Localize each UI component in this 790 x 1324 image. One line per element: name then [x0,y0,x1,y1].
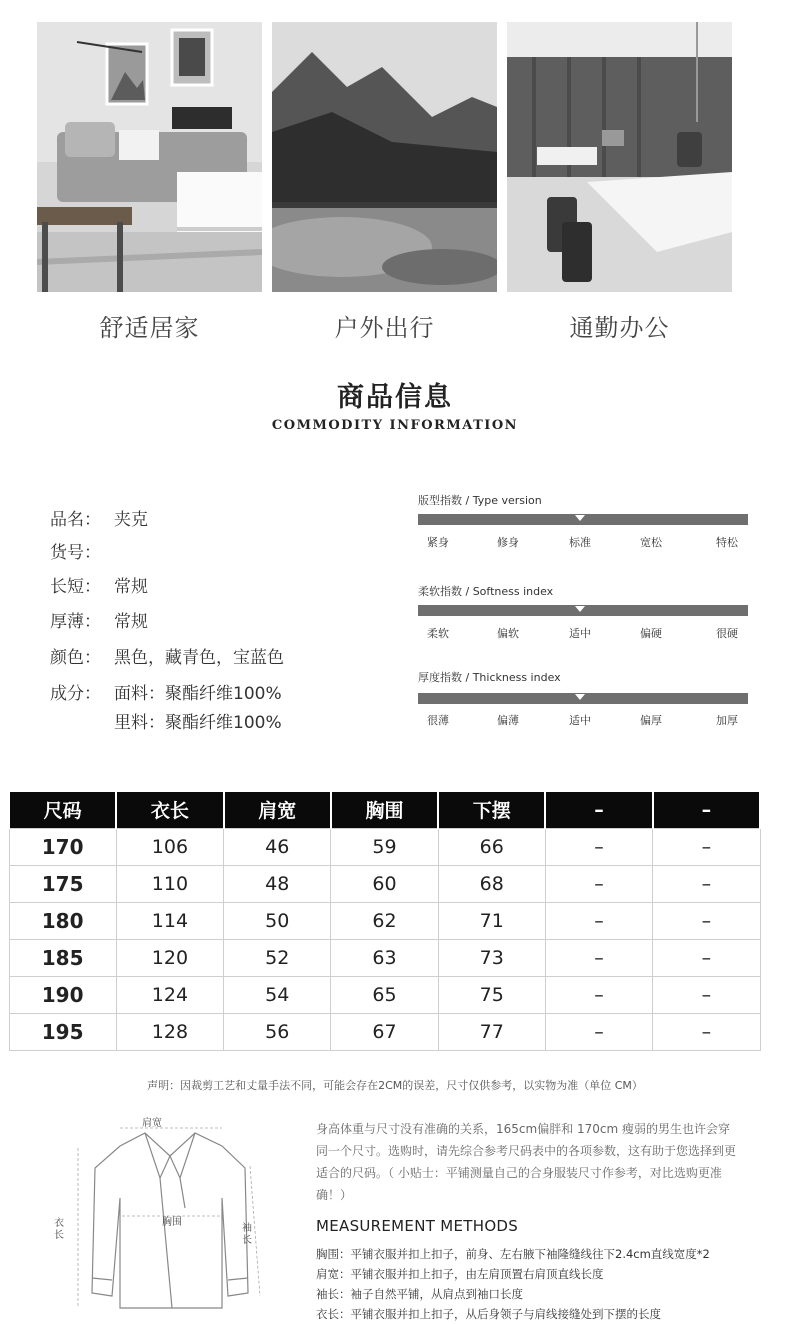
table-row [9,828,760,865]
index-option: 柔软 [427,627,449,640]
index-title: 版型指数 / Type version [418,494,542,507]
table-cell: 46 [224,828,331,865]
table-row [9,976,760,1013]
index-marker [575,515,585,521]
table-row [9,865,760,902]
index-option: 标准 [569,536,591,549]
shoulder-label: 肩宽 [142,1118,162,1129]
table-row [9,939,760,976]
thickness-index [418,669,748,727]
size-table [8,792,761,1051]
table-cell: 75 [438,976,545,1013]
table-cell: – [545,865,652,902]
measurement-item: 袖长：袖子自然平铺，从肩点到袖口长度 [316,1287,523,1301]
table-header-row [9,792,760,828]
table-cell: 68 [438,865,545,902]
mountain-lake-photo [272,22,497,292]
info-key: 货号： [50,543,101,563]
table-cell: 60 [331,865,438,902]
table-cell: 71 [438,902,545,939]
info-key: 成分： [50,684,101,704]
measurement-list [316,1244,776,1324]
index-option: 修身 [497,536,519,549]
column-header: 衣长 [116,792,223,828]
info-key: 厚薄： [50,612,101,632]
scene-label-office: 通勤办公 [569,314,670,342]
section-title: 商品信息 [337,382,453,413]
table-cell: 56 [224,1013,331,1050]
section-subtitle: COMMODITY INFORMATION [271,418,519,433]
measurement-item: 肩宽：平铺衣服并扣上扣子，由左肩顶置右肩顶直线长度 [316,1267,604,1281]
office-photo [507,22,732,292]
table-cell: 110 [116,865,223,902]
column-header: – [653,792,760,828]
table-cell: – [545,976,652,1013]
info-row-name [50,505,148,530]
table-cell: 66 [438,828,545,865]
table-row [9,1013,760,1050]
scene-label-home: 舒适居家 [99,314,200,342]
table-cell: 124 [116,976,223,1013]
table-cell: 52 [224,939,331,976]
info-value: 面料：聚酯纤维100% [114,684,282,704]
scene-photos [37,22,732,292]
info-value: 常规 [114,612,148,632]
softness-index [418,583,748,640]
info-value: 黑色，藏青色，宝蓝色 [114,648,284,668]
table-cell: – [653,902,760,939]
info-row-sku [50,538,114,563]
scene-label-outdoor: 户外出行 [334,314,435,342]
index-option: 偏厚 [640,714,662,727]
size-description: 身高体重与尺寸没有准确的关系，165cm偏胖和 170cm 瘦弱的男生也许会穿同一个尺寸。选购时，请先综合参考尺码表中的各项参数，这有助于您选择到更适合的尺码。（ 小贴士：平铺测量自己的合身服装尺寸作参考，对比选购更准确！） [316,1122,737,1202]
table-cell: 65 [331,976,438,1013]
table-cell: 175 [9,865,116,902]
type-version-index [418,492,748,549]
table-cell: 180 [9,902,116,939]
index-option: 紧身 [427,536,449,549]
table-cell: – [653,828,760,865]
info-row-length [50,572,148,597]
info-key: 颜色： [50,648,101,668]
index-option: 适中 [569,714,591,727]
info-row-thickness [50,607,148,632]
info-row-material [50,679,282,704]
info-key: 品名： [50,510,101,530]
table-cell: 50 [224,902,331,939]
index-option: 特松 [716,536,738,549]
index-option: 宽松 [640,536,662,549]
index-option: 很薄 [427,714,449,727]
table-cell: 195 [9,1013,116,1050]
column-header: 肩宽 [224,792,331,828]
table-cell: 59 [331,828,438,865]
info-row-lining [50,708,282,733]
info-key: 长短： [50,577,101,597]
table-cell: – [545,939,652,976]
info-value: 夹克 [114,510,148,530]
table-cell: 48 [224,865,331,902]
column-header: 胸围 [331,792,438,828]
index-marker [575,694,585,700]
table-cell: – [653,976,760,1013]
index-option: 偏薄 [497,714,519,727]
table-cell: 54 [224,976,331,1013]
table-cell: – [653,939,760,976]
index-option: 适中 [569,627,591,640]
measurement-item: 胸围：平铺衣服并扣上扣子，前身、左右腋下袖隆缝线往下2.4cm直线宽度*2 [316,1247,710,1261]
index-marker [575,606,585,612]
table-cell: 73 [438,939,545,976]
index-title: 厚度指数 / Thickness index [418,671,561,684]
sleeve-label: 袖长 [242,1223,252,1246]
table-cell: 170 [9,828,116,865]
info-value: 常规 [114,577,148,597]
length-label: 衣长 [54,1218,64,1241]
jacket-measurement-diagram [50,1108,275,1318]
table-cell: 77 [438,1013,545,1050]
table-cell: – [653,1013,760,1050]
table-cell: 128 [116,1013,223,1050]
index-option: 很硬 [716,627,738,640]
info-row-color [50,643,284,668]
index-bar [418,514,748,525]
column-header: 尺码 [9,792,116,828]
index-option: 偏硬 [640,627,662,640]
table-cell: 120 [116,939,223,976]
size-disclaimer: 声明：因裁剪工艺和丈量手法不同，可能会存在2CM的误差，尺寸仅供参考，以实物为准（单位 CM） [147,1079,643,1092]
table-cell: 67 [331,1013,438,1050]
table-cell: 106 [116,828,223,865]
table-row [9,902,760,939]
index-bar [418,693,748,704]
table-cell: – [653,865,760,902]
table-cell: – [545,902,652,939]
table-cell: 63 [331,939,438,976]
info-value: 里料：聚酯纤维100% [114,713,282,733]
table-cell: – [545,1013,652,1050]
index-bar [418,605,748,616]
table-cell: 185 [9,939,116,976]
index-option: 偏软 [497,627,519,640]
table-cell: – [545,828,652,865]
index-title: 柔软指数 / Softness index [418,585,554,598]
measurement-item: 衣长：平铺衣服并扣上扣子，从后身领子与肩线接缝处到下摆的长度 [316,1307,661,1321]
index-option: 加厚 [716,714,738,727]
measurement-title: MEASUREMENT METHODS [316,1217,519,1235]
table-cell: 114 [116,902,223,939]
column-header: 下摆 [438,792,545,828]
living-room-photo [37,22,262,292]
table-cell: 190 [9,976,116,1013]
table-cell: 62 [331,902,438,939]
chest-label: 胸围 [162,1217,182,1228]
column-header: – [545,792,652,828]
